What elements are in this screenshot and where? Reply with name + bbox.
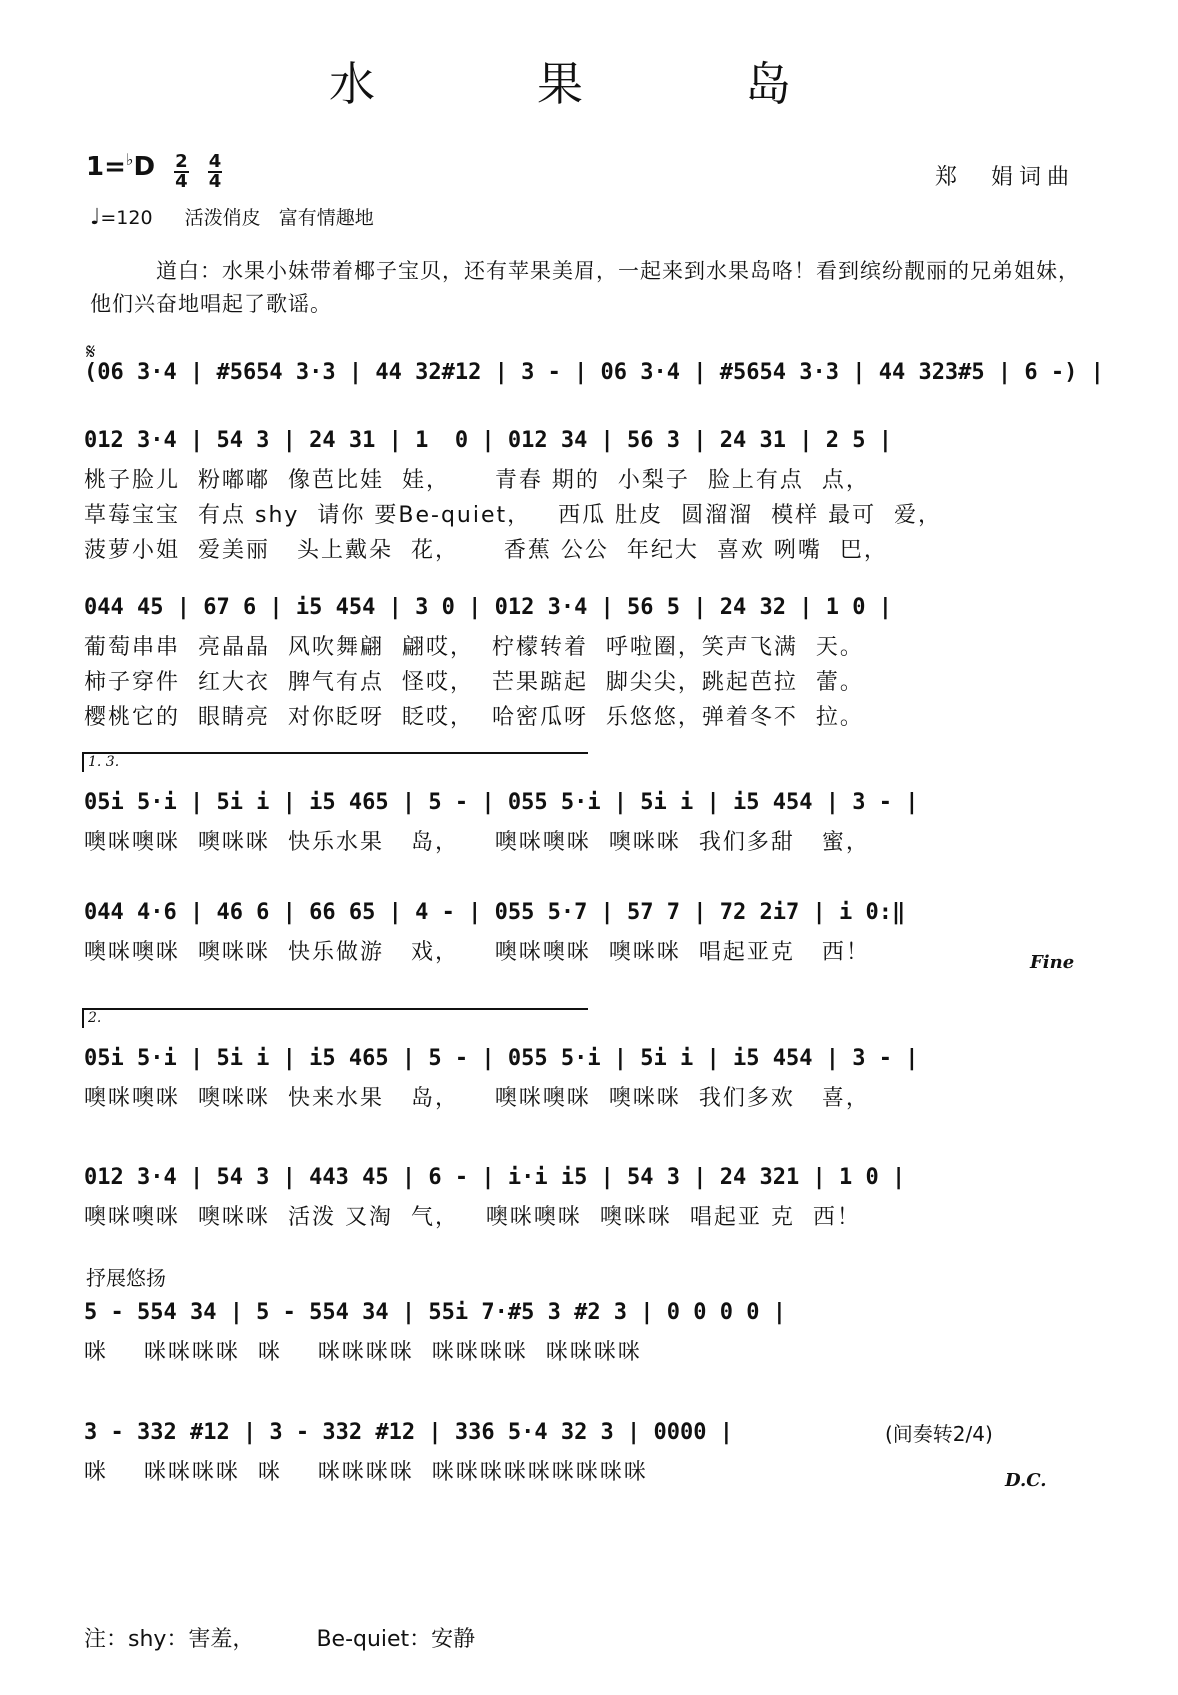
key-signature: [86, 150, 222, 191]
stave-chorus-2: [84, 900, 1096, 966]
stave-intro: [84, 360, 1104, 385]
time-signature-1: $\frac{2}{4}$: [175, 151, 188, 192]
footer-note-1: 注：shy：害羞，: [84, 1627, 255, 1652]
page-title: 水 果 岛: [329, 57, 849, 111]
volta-bracket-1: 1. 3.: [82, 752, 588, 772]
stave-coda-1: [84, 1300, 1096, 1366]
expression-2: 富有情趣地: [278, 207, 374, 229]
lyric-line: 咪 咪咪咪咪 咪 咪咪咪咪 咪咪咪咪 咪咪咪咪: [84, 1340, 642, 1365]
segno-icon: 𝄋: [86, 340, 96, 365]
notation-line: 044 4·6 | 46 6 | 66 65 | 4 - | 055 5·7 | 57 7 | 72 2i7 | i 0:‖: [84, 900, 906, 925]
stave-verse-2: [84, 595, 1096, 731]
intro-dialogue: 道白：水果小妹带着椰子宝贝，还有苹果美眉，一起来到水果岛咯！看到缤纷靓丽的兄弟姐妹，他们兴奋地唱起了歌谣。: [90, 259, 1080, 316]
footer-note: [84, 1622, 475, 1653]
lyric-line: 草莓宝宝 有点 shy 请你 要Be-quiet， 西瓜 肚皮 圆溜溜 模样 最可 爱，: [84, 503, 943, 528]
stave-verse-1: [84, 428, 1096, 564]
quarter-note-icon: ♩: [90, 205, 101, 230]
key-label: 1=: [86, 152, 126, 182]
lyric-line: 噢咪噢咪 噢咪咪 快乐水果 岛， 噢咪噢咪 噢咪咪 我们多甜 蜜，: [84, 830, 870, 855]
expression-1: 活泼俏皮: [184, 207, 261, 229]
time-signature-2: $\frac{4}{4}$: [208, 151, 222, 192]
expression-marker: 抒展悠扬: [86, 1266, 166, 1290]
lyric-line: 桃子脸儿 粉嘟嘟 像芭比娃 娃， 青春 期的 小梨子 脸上有点 点，: [84, 468, 870, 493]
notation-line: 3 - 332 #12 | 3 - 332 #12 | 336 5·4 32 3 | 0000 |: [84, 1420, 734, 1445]
lyric-line: 樱桃它的 眼睛亮 对你眨呀 眨哎， 哈密瓜呀 乐悠悠，弹着冬不 拉。: [84, 705, 864, 730]
notation-line: 012 3·4 | 54 3 | 24 31 | 1 0 | 012 34 | 56 3 | 24 31 | 2 5 |: [84, 428, 892, 453]
lyric-line: 咪 咪咪咪咪 咪 咪咪咪咪 咪咪咪咪咪咪咪咪咪: [84, 1460, 648, 1485]
fine-marker: Fine: [1030, 952, 1075, 973]
tempo-line: [90, 203, 374, 230]
lyric-line: 噢咪噢咪 噢咪咪 活泼 又淘 气， 噢咪噢咪 噢咪咪 唱起亚 克 西！: [84, 1205, 861, 1230]
stave-chorus-3: [84, 1046, 1096, 1112]
notation-line: (06 3·4 | #5654 3·3 | 44 32#12 | 3 - | 06 3·4 | #5654 3·3 | 44 323#5 | 6 -) |: [84, 360, 1104, 385]
author: 郑 娟词曲: [935, 165, 1076, 190]
key-note: D: [133, 152, 156, 182]
notation-line: 5 - 554 34 | 5 - 554 34 | 55i 7·#5 3 #2 3 | 0 0 0 0 |: [84, 1300, 786, 1325]
volta-bracket-2: 2.: [82, 1008, 588, 1028]
lyric-line: 柿子穿件 红大衣 脾气有点 怪哎， 芒果踮起 脚尖尖，跳起芭拉 蕾。: [84, 670, 864, 695]
dc-marker: D.C.: [1005, 1470, 1047, 1491]
lyric-line: 噢咪噢咪 噢咪咪 快乐做游 戏， 噢咪噢咪 噢咪咪 唱起亚克 西！: [84, 940, 870, 965]
notation-line: 05i 5·i | 5i i | i5 465 | 5 - | 055 5·i | 5i i | i5 454 | 3 - |: [84, 1046, 919, 1071]
flat-sign: ♭: [125, 150, 134, 169]
stave-chorus-1: [84, 790, 1096, 856]
footer-note-2: Be-quiet：安静: [316, 1627, 476, 1652]
interlude-note: (间奏转2/4): [885, 1422, 993, 1446]
notation-line: 044 45 | 67 6 | i5 454 | 3 0 | 012 3·4 | 56 5 | 24 32 | 1 0 |: [84, 595, 892, 620]
stave-chorus-4: [84, 1165, 1096, 1231]
notation-line: 012 3·4 | 54 3 | 443 45 | 6 - | i·i i5 | 54 3 | 24 321 | 1 0 |: [84, 1165, 906, 1190]
lyric-line: 菠萝小姐 爱美丽 头上戴朵 花， 香蕉 公公 年纪大 喜欢 咧嘴 巴，: [84, 538, 888, 563]
notation-line: 05i 5·i | 5i i | i5 465 | 5 - | 055 5·i | 5i i | i5 454 | 3 - |: [84, 790, 919, 815]
lyric-line: 噢咪噢咪 噢咪咪 快来水果 岛， 噢咪噢咪 噢咪咪 我们多欢 喜，: [84, 1086, 870, 1111]
tempo-value: =120: [100, 207, 153, 229]
lyric-line: 葡萄串串 亮晶晶 风吹舞翩 翩哎， 柠檬转着 呼啦圈，笑声飞满 天。: [84, 635, 864, 660]
